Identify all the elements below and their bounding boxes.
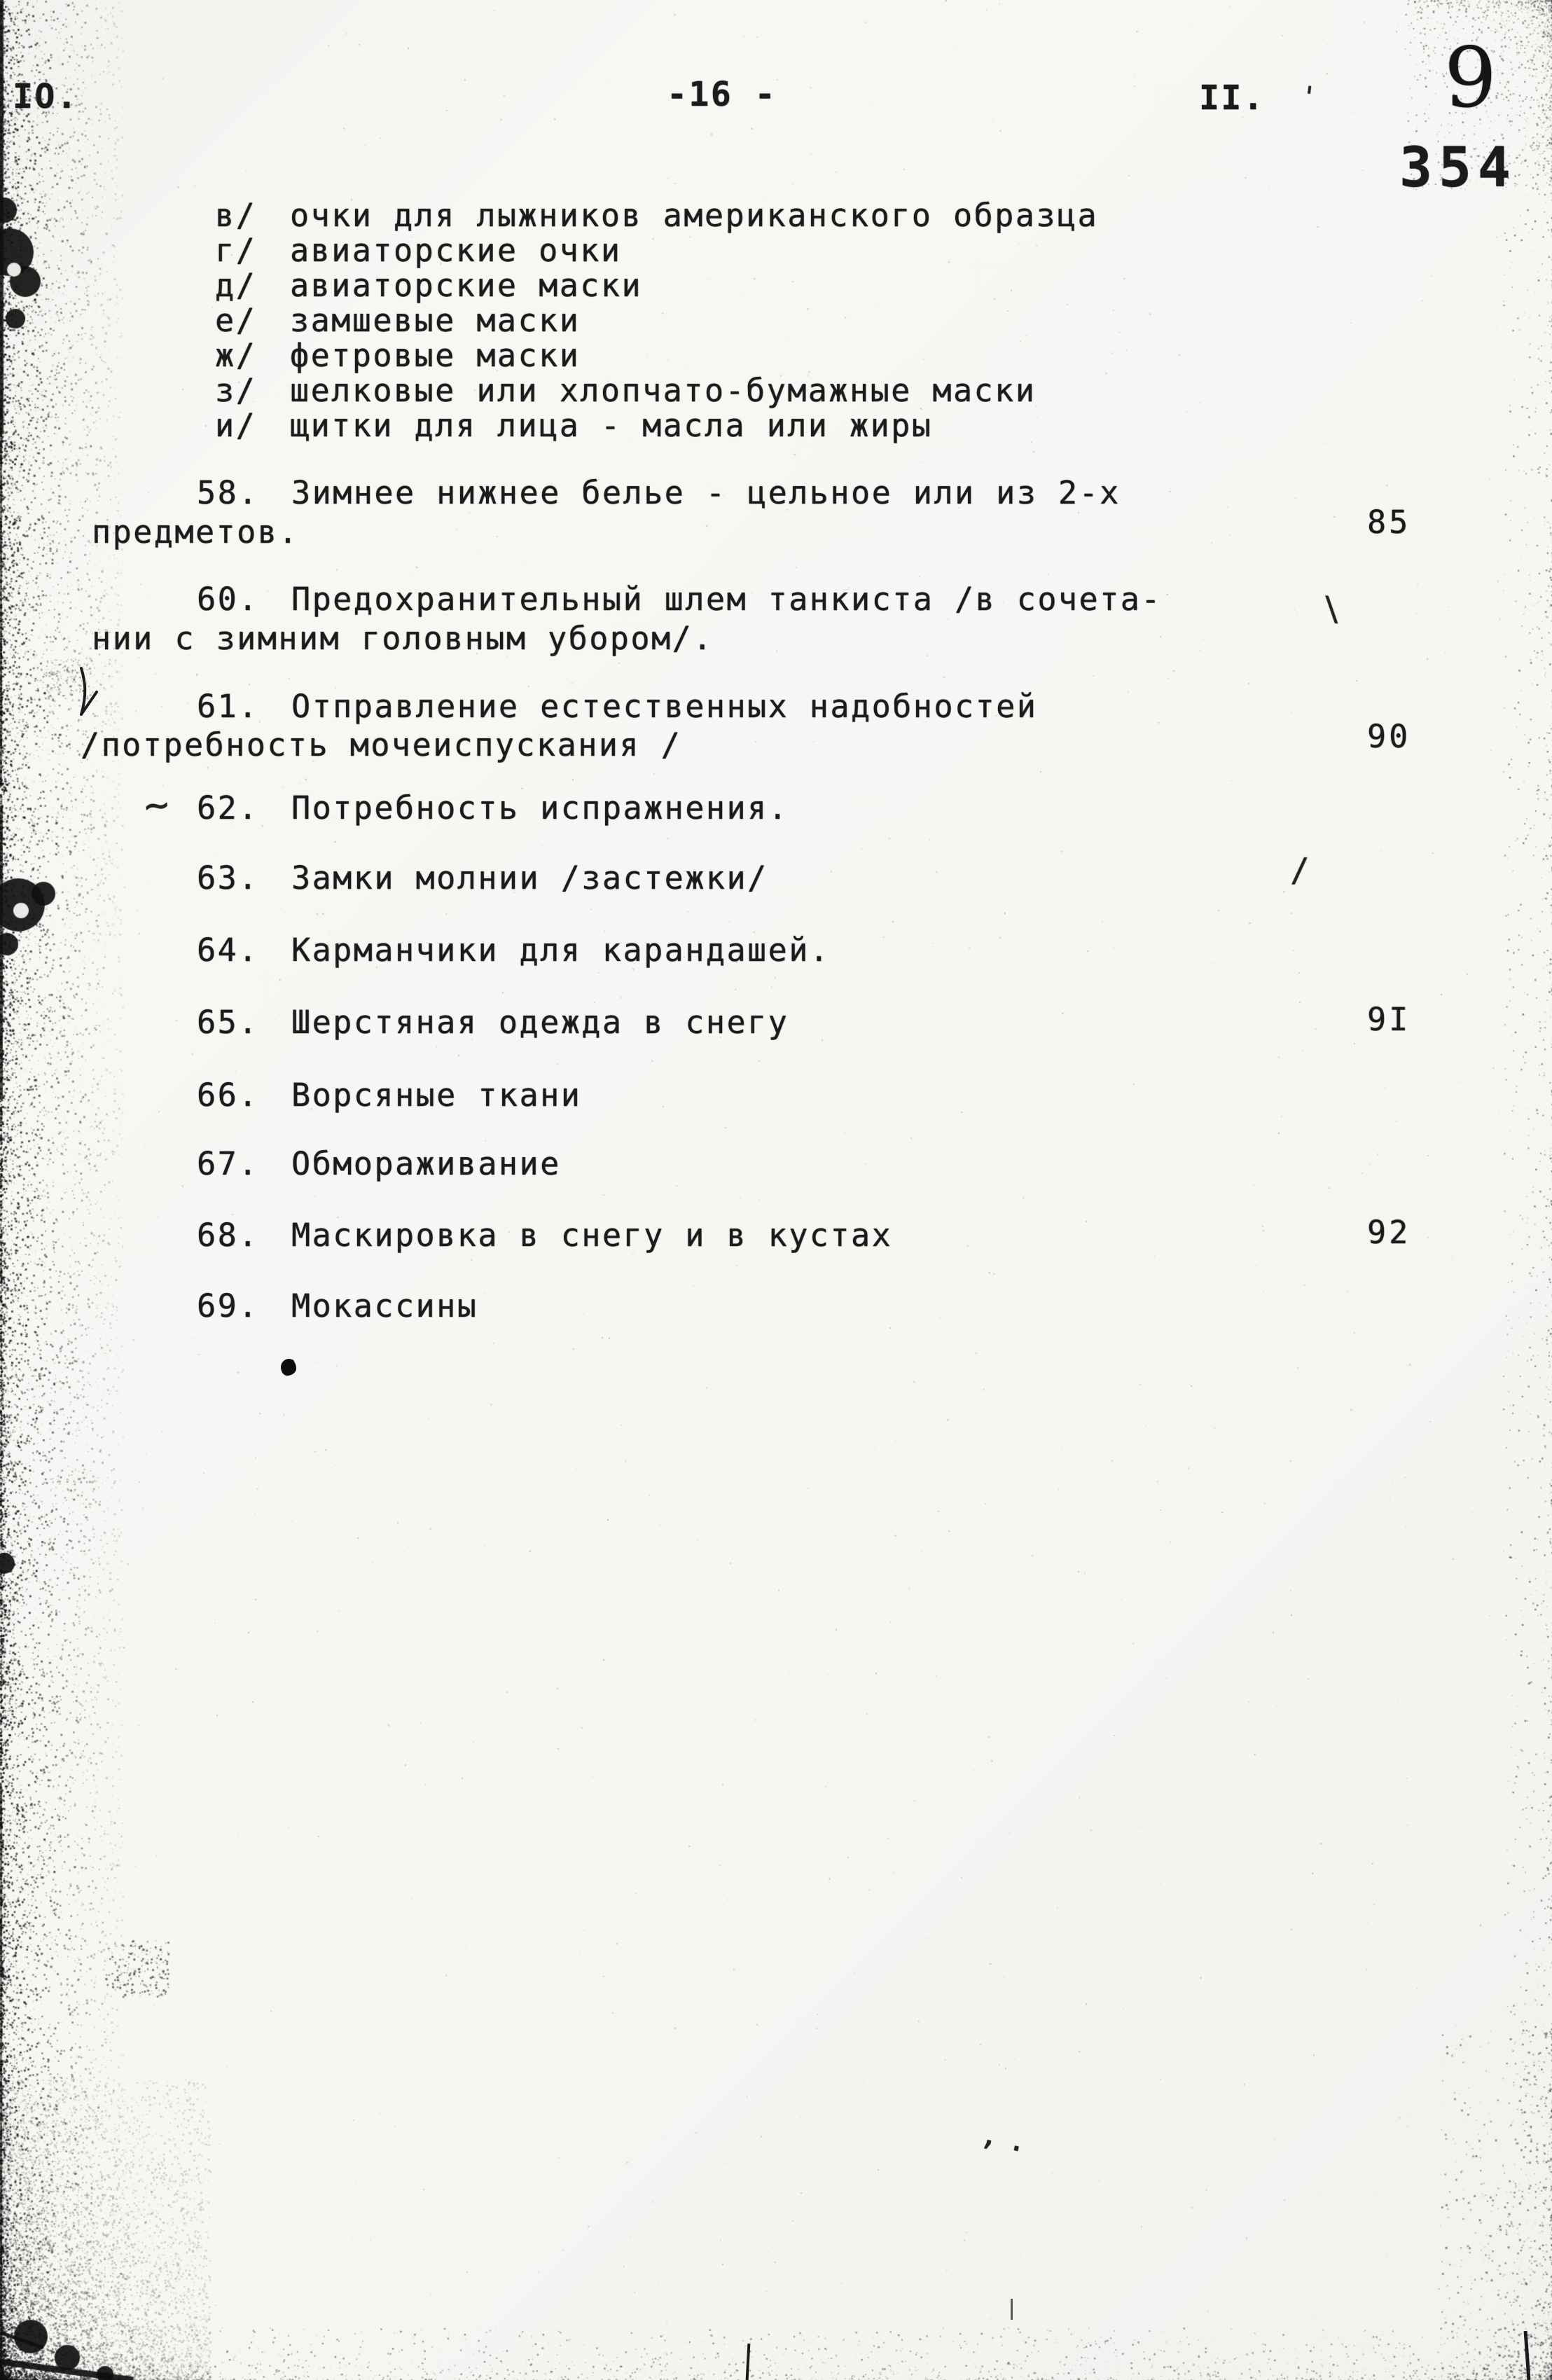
scan-streak <box>1011 2299 1013 2320</box>
toc-entry-68-line1 <box>197 1219 892 1253</box>
toc-entry-62-line1 <box>197 791 789 826</box>
sub-item-text: авиаторские маски <box>290 267 643 304</box>
entry-number: 62. <box>197 789 259 826</box>
ink-blob <box>281 1359 296 1376</box>
toc-entry-69-line1 <box>197 1289 478 1324</box>
toc-entry-64-line1 <box>197 934 830 968</box>
entry-text: Мокассины <box>291 1287 478 1324</box>
sub-item-label: в/ <box>215 197 257 234</box>
entry-text: Обмораживание <box>291 1145 561 1182</box>
sub-item-e <box>215 304 580 338</box>
entry-text: Предохранительный шлем танкиста /в сочета- <box>291 581 1162 618</box>
section-number: II. <box>1199 78 1266 118</box>
header-pen-tick: ' <box>1298 80 1321 115</box>
page-number-center: -16 - <box>667 75 777 114</box>
entry-text: Шерстяная одежда в снегу <box>291 1004 789 1041</box>
stamp-folio-number: 354 <box>1399 137 1517 200</box>
sub-item-text: щитки для лица - масла или жиры <box>290 407 933 444</box>
sub-item-zh <box>215 339 580 373</box>
entry-text: Карманчики для карандашей. <box>291 932 831 969</box>
sub-item-i <box>215 409 932 443</box>
entry-text: Ворсяные ткани <box>291 1077 582 1114</box>
toc-entry-66-line1 <box>197 1079 581 1113</box>
sub-item-text: авиаторские очки <box>290 232 622 269</box>
sub-item-d <box>215 269 642 303</box>
toc-entry-65-page: 9I <box>1367 1001 1411 1038</box>
page-number-left: IO. <box>13 77 79 116</box>
entry-text: Отправление естественных надобностей <box>291 688 1038 725</box>
entry-number: 58. <box>197 474 259 511</box>
entry-number: 66. <box>197 1077 259 1114</box>
entry-number: 65. <box>197 1004 259 1041</box>
pen-tilde-before-62: ~ <box>141 780 173 830</box>
toc-entry-61-page: 90 <box>1367 718 1411 755</box>
sub-item-z <box>215 374 1036 408</box>
entry-number: 60. <box>197 581 259 618</box>
entry-number: 63. <box>197 859 259 897</box>
toc-entry-61-line1 <box>197 690 1037 724</box>
toc-entry-67-line1 <box>197 1147 561 1182</box>
sub-item-label: е/ <box>215 302 257 339</box>
entry-number: 64. <box>197 932 259 969</box>
toc-entry-58-page: 85 <box>1367 504 1411 541</box>
toc-entry-60-line2: нии с зимним головным убором/. <box>92 620 714 657</box>
toc-entry-68-page: 92 <box>1367 1214 1411 1251</box>
toc-entry-61-line2: /потребность мочеиспускания / <box>81 726 682 763</box>
entry-number: 69. <box>197 1287 259 1324</box>
entry-text: Маскировка в снегу и в кустах <box>291 1217 893 1254</box>
pen-slash-right-of-60: \ <box>1320 588 1346 629</box>
toc-entry-58-line1 <box>197 476 1121 511</box>
sub-item-v <box>215 199 1098 233</box>
sub-item-label: г/ <box>215 232 257 269</box>
sub-item-label: з/ <box>215 372 257 409</box>
pen-slash-right-of-63: / <box>1290 851 1312 889</box>
sub-item-label: д/ <box>215 267 257 304</box>
handwritten-folio-number: 9 <box>1444 29 1497 126</box>
sub-item-label: и/ <box>215 407 257 444</box>
sub-item-text: шелковые или хлопчато-бумажные маски <box>290 372 1037 409</box>
entry-text: Потребность испражнения. <box>291 789 789 826</box>
bottom-pen-marks: ,. <box>977 2115 1041 2162</box>
handwritten-check-mark <box>74 664 105 720</box>
sub-item-text: фетровые маски <box>290 337 581 374</box>
entry-text: Замки молнии /застежки/ <box>291 859 768 897</box>
sub-item-text: замшевые маски <box>290 302 581 339</box>
toc-entry-63-line1 <box>197 859 768 897</box>
entry-number: 67. <box>197 1145 259 1182</box>
sub-item-label: ж/ <box>215 337 257 374</box>
toc-entry-58-line2: предметов. <box>92 513 299 551</box>
entry-text: Зимнее нижнее белье - цельное или из 2-х <box>291 474 1121 511</box>
toc-entry-65-line1 <box>197 1006 789 1040</box>
sub-item-text: очки для лыжников американского образца <box>290 197 1099 234</box>
entry-number: 61. <box>197 688 259 725</box>
toc-entry-60-line1 <box>197 583 1162 617</box>
sub-item-g <box>215 234 621 268</box>
entry-number: 68. <box>197 1217 259 1254</box>
